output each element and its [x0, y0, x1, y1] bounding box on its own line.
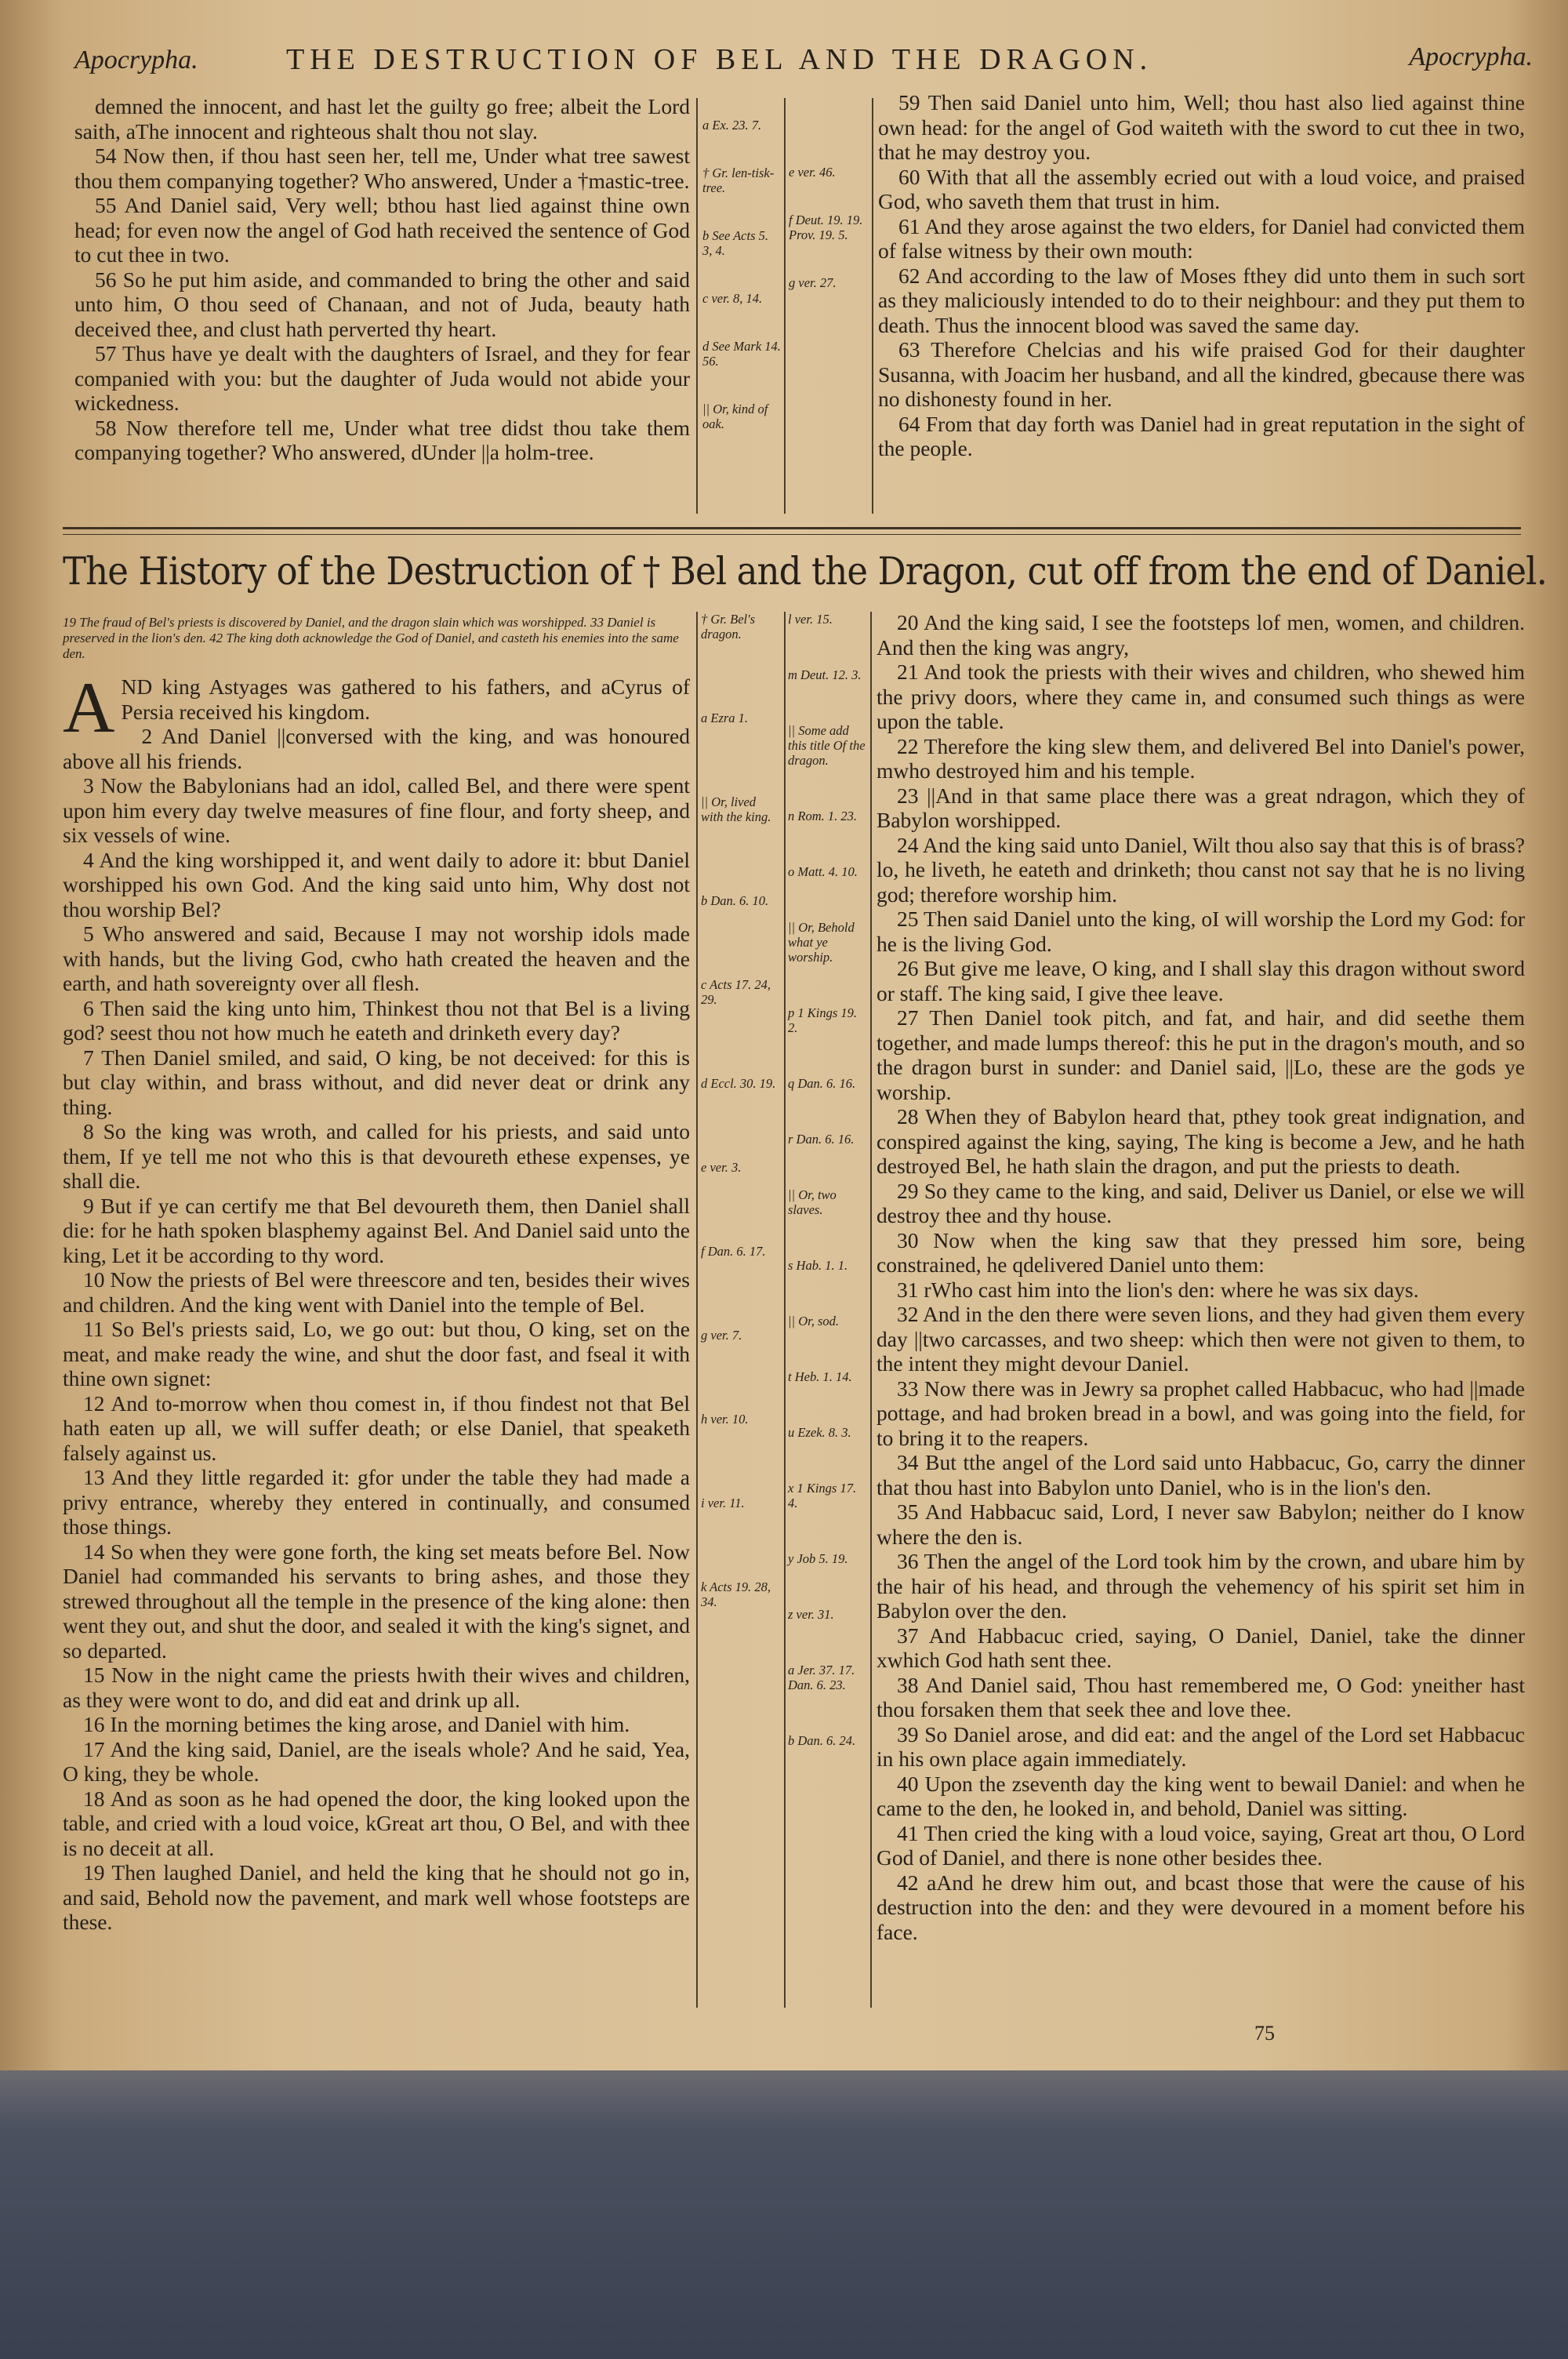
verse: 59 Then said Daniel unto him, Well; thou hast also lied against thine own head: for the angel of God waiteth with the sword to cut thee in two, that he may destroy you.	[878, 90, 1525, 164]
verse: 62 And according to the law of Moses fthey did unto them in such sort as they maliciously intended to do to their neighbour: and they put them to death. Thus the innocent blood was saved the same day.	[878, 263, 1525, 337]
marginal-reference: u Ezek. 8. 3.	[788, 1425, 851, 1440]
marginal-reference: x 1 Kings 17. 4.	[788, 1481, 857, 1510]
marginal-reference: g ver. 7.	[701, 1328, 742, 1343]
verse: 32 And in the den there were seven lions, and they had given them every day ||two carcasses, and two sheep: which then were not given to them, to the intent they might devour Daniel.	[877, 1302, 1525, 1376]
section-rule	[63, 527, 1521, 529]
verse: 34 But tthe angel of the Lord said unto Habbacuc, Go, carry the dinner that thou hast into Babylon unto Daniel, who is in the lion's den.	[877, 1450, 1525, 1499]
marginal-reference: c ver. 8, 14.	[702, 291, 763, 306]
marginal-reference: || Or, Behold what ye worship.	[788, 920, 855, 965]
verse: 22 Therefore the king slew them, and delivered Bel into Daniel's power, mwho destroyed him and his temple.	[877, 733, 1525, 783]
bottom-margin-notes-right	[788, 612, 866, 1789]
section-rule	[63, 534, 1521, 535]
marginal-reference: r Dan. 6. 16.	[788, 1132, 855, 1147]
marginal-reference: f Deut. 19. 19. Prov. 19. 5.	[789, 213, 863, 242]
marginal-reference: b See Acts 5. 3, 4.	[702, 228, 769, 258]
verse: 33 Now there was in Jewry sa prophet called Habbacuc, who had ||made pottage, and had broken bread in a bowl, and was going into the field, for to bring it to the reapers.	[877, 1376, 1525, 1450]
marginal-reference: † Gr. len-tisk-tree.	[702, 165, 775, 195]
margin-divider	[784, 98, 786, 514]
marginal-reference: o Matt. 4. 10.	[788, 864, 858, 879]
verse: 61 And they arose against the two elders, for Daniel had convicted them of false witness by their own mouth:	[878, 213, 1525, 263]
verse: 5 Who answered and said, Because I may not worship idols made with hands, but the living God, cwho hath created the heaven and the earth, and hath sovereignty over all flesh.	[63, 921, 690, 995]
verse: 28 When they of Babylon heard that, pthey took great indignation, and conspired against the king, saying, The king is become a Jew, and he hath destroyed Bel, he hath slain the dragon, and put the priests to death.	[877, 1104, 1525, 1178]
marginal-reference: n Rom. 1. 23.	[788, 809, 857, 823]
marginal-reference: b Dan. 6. 10.	[701, 893, 769, 908]
verse: 2 And Daniel ||conversed with the king, and was honoured above all his friends.	[63, 724, 690, 773]
top-margin-notes-left	[702, 118, 781, 464]
running-head	[74, 38, 1533, 85]
verse	[63, 667, 690, 747]
verse: 21 And took the priests with their wives and children, who shewed him the privy doors, where they came in, and consumed such things as were upon the table.	[877, 660, 1525, 733]
background-surface	[0, 2070, 1568, 2359]
verse: 63 Therefore Chelcias and his wife praised God for their daughter Susanna, with Joacim her husband, and all the kindred, gbecause there was no dishonesty found in her.	[878, 337, 1525, 411]
marginal-reference: y Job 5. 19.	[788, 1551, 848, 1566]
verse: 36 Then the angel of the Lord took him by the crown, and ubare him by the hair of his head, and through the vehemency of his spirit set him in Babylon over the den.	[877, 1549, 1525, 1623]
column-divider	[872, 98, 873, 514]
verse: 40 Upon the zseventh day the king went to bewail Daniel: and when he came to the den, he looked in, and behold, Daniel was sitting.	[877, 1771, 1525, 1820]
verse: 39 So Daniel arose, and did eat: and the angel of the Lord set Habbacuc in his own place again immediately.	[877, 1721, 1525, 1771]
verse: 38 And Daniel said, Thou hast remembered me, O God: yneither hast thou forsaken them that seek thee and love thee.	[877, 1672, 1525, 1721]
verse: 30 Now when the king saw that they pressed him sore, being constrained, he qdelivered Daniel unto them:	[877, 1227, 1525, 1277]
marginal-reference: c Acts 17. 24, 29.	[701, 977, 771, 1007]
running-head-right: Apocrypha.	[1409, 42, 1533, 71]
marginal-reference: † Gr. Bel's dragon.	[701, 612, 756, 642]
marginal-reference: || Or, kind of oak.	[702, 402, 768, 431]
marginal-reference: b Dan. 6. 24.	[788, 1733, 856, 1748]
verse: 13 And they little regarded it: gfor under the table they had made a privy entrance, whereby they entered in continually, and consumed those things.	[63, 1465, 690, 1539]
verse: 58 Now therefore tell me, Under what tree didst thou take them companying together? Who answered, dUnder ||a holm-tree.	[74, 415, 690, 464]
marginal-reference: a Ex. 23. 7.	[702, 118, 762, 133]
marginal-reference: || Or, two slaves.	[788, 1187, 837, 1217]
marginal-reference: d See Mark 14. 56.	[702, 339, 781, 369]
verse: 26 But give me leave, O king, and I shall slay this dragon without sword or staff. The king said, I give thee leave.	[877, 956, 1525, 1005]
verse: 41 Then cried the king with a loud voice, saying, Great art thou, O Lord God of Daniel, and there is none other besides thee.	[877, 1820, 1525, 1870]
marginal-reference: t Heb. 1. 14.	[788, 1369, 852, 1384]
top-right-column	[878, 90, 1525, 461]
marginal-reference: p 1 Kings 19. 2.	[788, 1005, 858, 1035]
verse: 29 So they came to the king, and said, Deliver us Daniel, or else we will destroy thee and thy house.	[877, 1178, 1525, 1227]
marginal-reference: z ver. 31.	[788, 1607, 834, 1622]
verse: 19 Then laughed Daniel, and held the king that he should not go in, and said, Behold now the pavement, and mark well whose footsteps are these.	[63, 1860, 690, 1934]
verse: demned the innocent, and hast let the guilty go free; albeit the Lord saith, aThe innocent and righteous shalt thou not slay.	[74, 94, 690, 144]
marginal-reference: h ver. 10.	[701, 1412, 749, 1427]
verse: 14 So when they were gone forth, the king set meats before Bel. Now Daniel had commanded his servants to bring ashes, and those they strewed throughout all the temple in the presence of the king alone: then went they out, and shut the door, and sealed it with the king's signet, and so departed.	[63, 1539, 690, 1663]
verse: 17 And the king said, Daniel, are the iseals whole? And he said, Yea, O king, they be whole.	[63, 1736, 690, 1786]
verse: 64 From that day forth was Daniel had in great reputation in the sight of the people.	[878, 411, 1525, 460]
marginal-reference: e ver. 46.	[789, 165, 836, 180]
chapter-summary: 19 The fraud of Bel's priests is discovered by Daniel, and the dragon slain which was worshipped. 33 Daniel is preserved in the lion's den. 42 The king doth acknowledge the God of Daniel, and casteth his enemies into the same den.	[63, 615, 679, 661]
verse: 42 aAnd he drew him out, and bcast those that were the cause of his destruction into the den: and they were devoured in a moment before his face.	[877, 1870, 1525, 1944]
verse: 3 Now the Babylonians had an idol, called Bel, and there were spent upon him every day twelve measures of fine flour, and forty sheep, and six vessels of wine.	[63, 773, 690, 847]
column-divider	[696, 612, 698, 2008]
verse: 60 With that all the assembly ecried out with a loud voice, and praised God, who saveth them that trust in him.	[878, 164, 1525, 213]
marginal-reference: d Eccl. 30. 19.	[701, 1076, 776, 1091]
marginal-reference: a Ezra 1.	[701, 711, 749, 725]
marginal-reference: || Or, sod.	[788, 1314, 840, 1329]
verse: 31 rWho cast him into the lion's den: where he was six days.	[897, 1277, 1419, 1302]
margin-divider	[784, 612, 786, 2008]
verse: 25 Then said Daniel unto the king, oI will worship the Lord my God: for he is the living God.	[877, 907, 1525, 956]
marginal-reference: i ver. 11.	[701, 1496, 745, 1510]
bottom-margin-notes-left	[701, 612, 781, 1678]
verse: 18 And as soon as he had opened the door, the king looked upon the table, and cried with a loud voice, kGreat art thou, O Bel, and with thee is no deceit at all.	[63, 1786, 690, 1860]
bottom-right-column	[877, 610, 1525, 1944]
verse: 9 But if ye can certify me that Bel devoureth them, then Daniel shall die: for he hath spoken blasphemy against Bel. And Daniel said unto the king, Let it be according to thy word.	[63, 1193, 690, 1267]
marginal-reference: || Some add this title Of the dragon.	[788, 723, 866, 768]
column-divider	[696, 98, 698, 514]
drop-cap: A	[63, 667, 115, 747]
running-head-title: THE DESTRUCTION OF BEL AND THE DRAGON.	[286, 43, 1153, 76]
top-left-column	[74, 94, 690, 465]
marginal-reference: f Dan. 6. 17.	[701, 1244, 766, 1259]
verse: 56 So he put him aside, and commanded to bring the other and said unto him, O thou seed of Chanaan, and not of Juda, beauty hath deceived thee, and clust hath perverted thy heart.	[74, 267, 690, 341]
verse: 24 And the king said unto Daniel, Wilt thou also say that this is of brass? lo, he liveth, he eateth and drinketh; thou canst not say that he is no living god; therefore worship him.	[877, 832, 1525, 907]
marginal-reference: s Hab. 1. 1.	[788, 1258, 848, 1273]
marginal-reference: || Or, lived with the king.	[701, 794, 771, 824]
verse: 6 Then said the king unto him, Thinkest thou not that Bel is a living god? seest thou not how much he eateth and drinketh every day?	[63, 995, 690, 1045]
column-divider	[870, 612, 872, 2008]
verse: 27 Then Daniel took pitch, and fat, and hair, and did seethe them together, and made lumps thereof: this he put in the dragon's mouth, and so the dragon burst in sunder: and Daniel said, ||Lo, these are the gods ye worship.	[877, 1005, 1525, 1104]
marginal-reference: m Deut. 12. 3.	[788, 667, 862, 682]
verse: 10 Now the priests of Bel were threescore and ten, besides their wives and children. And the king went with Daniel into the temple of Bel.	[63, 1267, 690, 1317]
bottom-left-column	[63, 667, 690, 1935]
verse: 55 And Daniel said, Very well; bthou hast lied against thine own head; for even now the angel of God hath received the sentence of God to cut thee in two.	[74, 193, 690, 267]
verse: 23 ||And in that same place there was a great ndragon, which they of Babylon worshipped.	[877, 783, 1525, 832]
verse: 57 Thus have ye dealt with the daughters of Israel, and they for fear companied with you: but the daughter of Juda would not abide your wickedness.	[74, 341, 690, 415]
verse: 4 And the king worshipped it, and went daily to adore it: bbut Daniel worshipped his own God. And the king said unto him, Why dost not thou worship Bel?	[63, 847, 690, 921]
marginal-reference: k Acts 19. 28, 34.	[701, 1579, 771, 1609]
top-margin-notes-right	[789, 165, 867, 323]
marginal-reference: a Jer. 37. 17. Dan. 6. 23.	[788, 1663, 855, 1692]
marginal-reference: g ver. 27.	[789, 275, 837, 290]
verse: 15 Now in the night came the priests hwith their wives and children, as they were wont to do, and did eat and drink up all.	[63, 1663, 690, 1712]
verse: 11 So Bel's priests said, Lo, we go out: but thou, O king, set on the meat, and make ready the wine, and shut the door fast, and fseal it with thine own signet:	[63, 1317, 690, 1390]
verse: 7 Then Daniel smiled, and said, O king, be not deceived: for this is but clay within, and brass without, and did never deat or drink any thing.	[63, 1045, 690, 1119]
verse: 20 And the king said, I see the footsteps lof men, women, and children. And then the king was angry,	[877, 610, 1525, 660]
marginal-reference: l ver. 15.	[788, 612, 833, 627]
verse: 16 In the morning betimes the king arose, and Daniel with him.	[83, 1712, 630, 1736]
verse: 54 Now then, if thou hast seen her, tell me, Under what tree sawest thou them companying together? Who answered, Under a †mastic-tree.	[74, 144, 690, 193]
running-head-left: Apocrypha.	[74, 45, 198, 75]
marginal-reference: q Dan. 6. 16.	[788, 1076, 856, 1091]
marginal-reference: e ver. 3.	[701, 1160, 742, 1175]
verse: 35 And Habbacuc said, Lord, I never saw Babylon; neither do I know where the den is.	[877, 1499, 1525, 1549]
verse: 12 And to-morrow when thou comest in, if thou findest not that Bel hath eaten up all, we will suffer death; or else Daniel, that speaketh falsely against us.	[63, 1390, 690, 1465]
section-title: The History of the Destruction of † Bel and the Dragon, cut off from the end of Daniel.	[63, 549, 1548, 594]
page-number: 75	[1254, 2022, 1275, 2045]
verse-text: ND king Astyages was gathered to his fathers, and aCyrus of Persia received his kingdom.	[121, 674, 690, 724]
verse: 8 So the king was wroth, and called for his priests, and said unto them, If ye tell me not who this is that devoureth ethese expenses, ye shall die.	[63, 1119, 690, 1193]
verse: 37 And Habbacuc cried, saying, O Daniel, Daniel, take the dinner xwhich God hath sent thee.	[877, 1623, 1525, 1672]
